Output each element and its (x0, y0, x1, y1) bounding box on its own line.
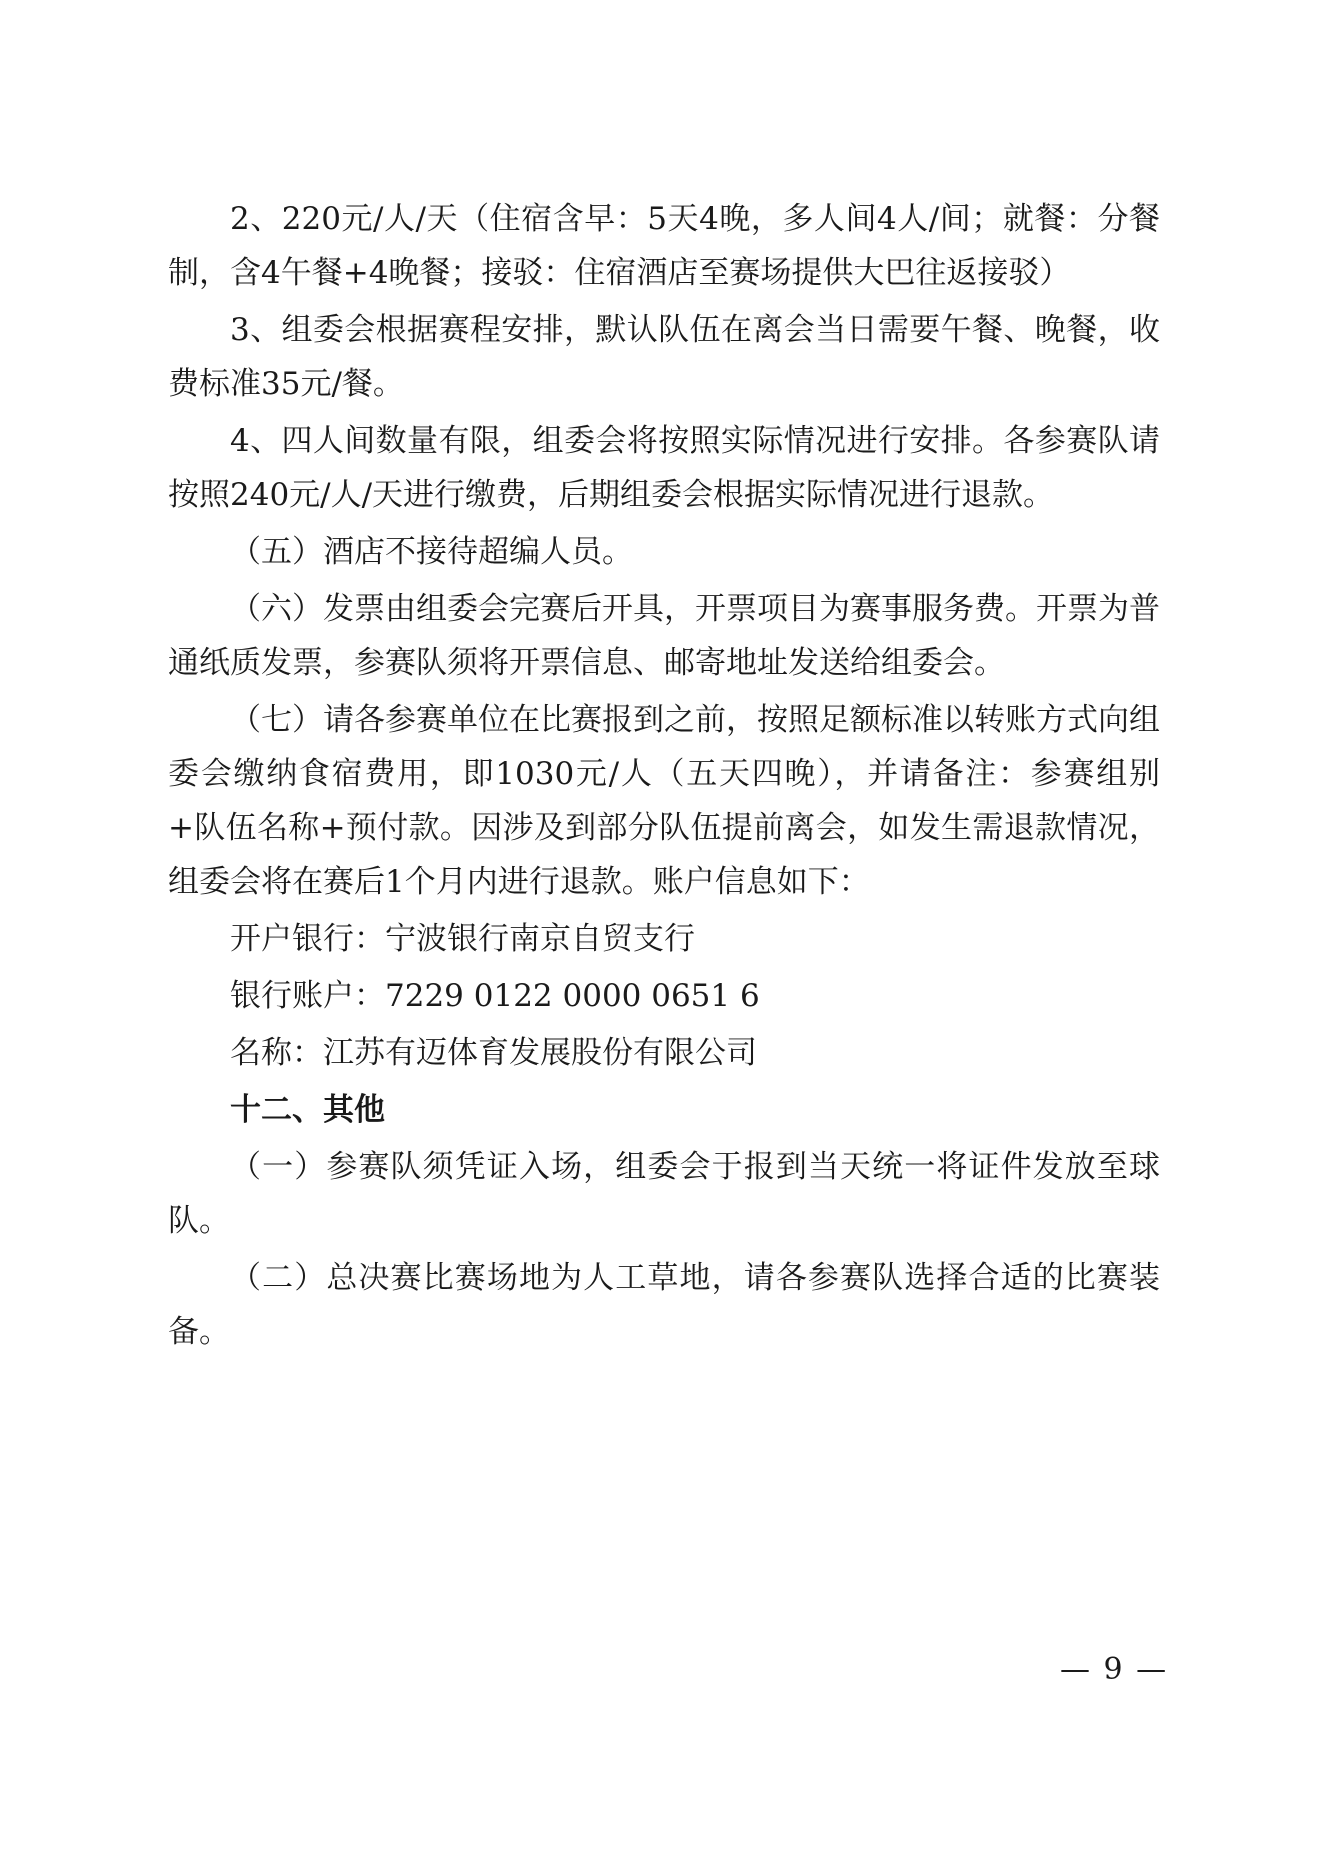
page-content (168, 192, 1160, 1362)
account-bank: 开户银行：宁波银行南京自贸支行 (230, 921, 695, 957)
paragraph-invoice: （六）发票由组委会完赛后开具，开票项目为赛事服务费。开票为普通纸质发票，参赛队须将开票信息、邮寄地址发送给组委会。 (168, 591, 1160, 681)
account-name: 名称：江苏有迈体育发展股份有限公司 (230, 1035, 757, 1071)
paragraph-four-room: 4、四人间数量有限，组委会将按照实际情况进行安排。各参赛队请按照240元/人/天进行缴费，后期组委会根据实际情况进行退款。 (168, 423, 1160, 513)
account-number: 银行账户：7229 0122 0000 0651 6 (230, 978, 760, 1014)
section-heading-other: 十二、其他 (230, 1092, 385, 1128)
paragraph-meal-fee: 3、组委会根据赛程安排，默认队伍在离会当日需要午餐、晚餐，收费标准35元/餐。 (168, 312, 1160, 402)
paragraph-payment: （七）请各参赛单位在比赛报到之前，按照足额标准以转账方式向组委会缴纳食宿费用，即1030元/人（五天四晚），并请备注：参赛组别+队伍名称+预付款。因涉及到部分队伍提前离会，如发生需退款情况，组委会将在赛后1个月内进行退款。账户信息如下： (168, 702, 1160, 900)
paragraph-hotel-policy: （五）酒店不接待超编人员。 (230, 534, 633, 570)
paragraph-fee-220: 2、220元/人/天（住宿含早：5天4晚，多人间4人/间；就餐：分餐制，含4午餐+4晚餐；接驳：住宿酒店至赛场提供大巴往返接驳） (168, 201, 1160, 291)
paragraph-entry-pass: （一）参赛队须凭证入场，组委会于报到当天统一将证件发放至球队。 (168, 1149, 1160, 1239)
page-number: — 9 — (1060, 1652, 1169, 1687)
paragraph-field-equipment: （二）总决赛比赛场地为人工草地，请各参赛队选择合适的比赛装备。 (168, 1260, 1160, 1350)
